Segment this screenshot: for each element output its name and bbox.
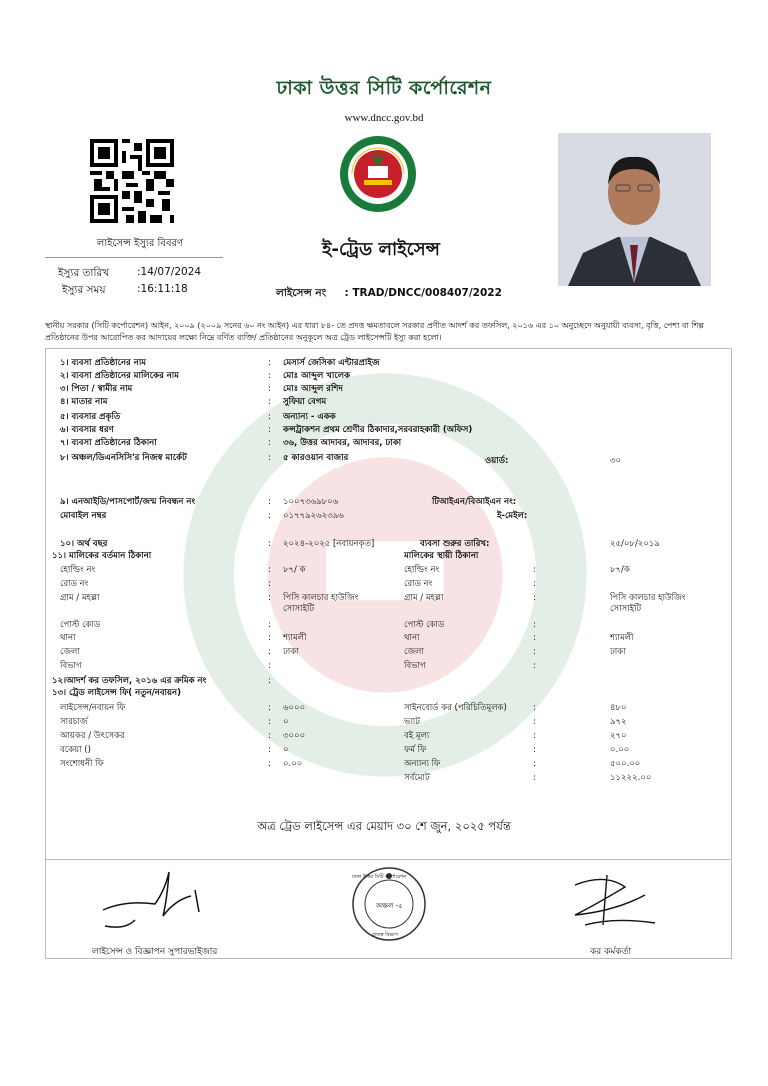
permanent-address-label: গ্রাম / মহল্লা (404, 593, 444, 603)
colon-separator: : (268, 717, 271, 727)
permanent-address-label: পোস্ট কোড (404, 620, 445, 630)
field-value: ৩৬, উত্তর আদাবর, আদাবর, ঢাকা (283, 438, 402, 448)
fee-label: ফর্ম ফি (404, 745, 427, 755)
owner-photo (558, 133, 711, 286)
permanent-address-value: পিসি কালচার হাউজিং সোসাইটি (610, 593, 686, 614)
field-label: ৬। ব্যবসার ধরণ (60, 425, 114, 435)
legal-paragraph: স্থানীয় সরকার (সিটি কর্পোরেশন) আইন, ২০০৯ (২০০৯ সনের ৬০ নং আইন) এর ধারা ৮৪- তে প্রদত্ত ক্ষমতাবলে সরকার প্রণীত আদর্শ কর তফসিল, ২০১৬ এর ১০ অনুচ্ছেদে অনুযায়ী ব্যবসা, বৃত্তি, পেশা বা শিল্প প্রতিষ্ঠানের উপর আরোপিত কর আদায়ের লক্ষ্যে নিম্নে বর্ণিত ব্যক্তি/ প্রতিষ্ঠানের অনুকূলে অত্র ট্রেড লাইসেন্সটি ইস্যু করা হলো। (45, 321, 705, 342)
license-title: ই-ট্রেড লাইসেন্স (322, 239, 440, 260)
qr-code (90, 139, 174, 223)
fee-value: ০.০০ (283, 759, 303, 769)
permanent-address-label: রোড নং (404, 579, 433, 589)
field-value: ৫ কারওয়ান বাজার (283, 453, 349, 463)
colon-separator: : (268, 633, 271, 643)
field-value: মোঃ আব্দুল রশিদ (283, 384, 343, 394)
colon-separator: : (268, 425, 271, 435)
colon-separator: : (268, 593, 271, 603)
issue-time-value: :16:11:18 (137, 283, 188, 295)
issue-date-value: :14/07/2024 (137, 266, 202, 278)
license-number (276, 286, 502, 303)
colon-separator: : (533, 565, 536, 575)
colon-separator: : (268, 620, 271, 630)
present-address-value: ঢাকা (283, 647, 299, 657)
nid-label: ৯। এনআইডি/পাসপোর্ট/জন্ম নিবন্ধন নং (60, 497, 196, 507)
fee-value: ০ (283, 745, 289, 755)
fee-label: ভ্যাট (404, 717, 420, 727)
colon-separator: : (533, 620, 536, 630)
present-address-value: ৮৭/ ক (283, 565, 306, 575)
permanent-address-label: হোল্ডিং নং (404, 565, 440, 575)
field-label: ১। ব্যবসা প্রতিষ্ঠানের নাম (60, 358, 147, 368)
permanent-address-value: ঢাকা (610, 647, 626, 657)
issue-time-label: ইস্যুর সময় (62, 284, 106, 296)
start-date-label: ব্যবসা শুরুর তারিখ: (420, 539, 490, 549)
colon-separator: : (268, 384, 271, 394)
colon-separator: : (533, 661, 536, 671)
permanent-address-label: থানা (404, 633, 420, 643)
fees-heading: ১৩। ট্রেড লাইসেন্স ফি( নতুন/নবায়ন) (52, 688, 181, 698)
colon-separator: : (268, 647, 271, 657)
fee-value: ২৭০ (610, 731, 627, 741)
fee-label: লাইসেন্স/নবায়ন ফি (60, 703, 126, 713)
permanent-address-value: শ্যামলী (610, 633, 634, 643)
present-address-label: বিভাগ (60, 661, 82, 671)
license-number-value: : TRAD/DNCC/008407/2022 (344, 287, 502, 299)
issue-divider (45, 257, 223, 258)
colon-separator: : (533, 745, 536, 755)
field-label: ৪। মাতার নাম (60, 397, 108, 407)
stamp-bottom-text: রাজস্ব বিভাগ (372, 932, 398, 938)
colon-separator: : (268, 565, 271, 575)
fee-value: ০ (283, 717, 289, 727)
stamp-center-text: অঞ্চল -৫ (376, 902, 403, 910)
colon-separator: : (533, 759, 536, 769)
field-value: মেসার্স জেসিকা এন্টারপ্রাইজ (283, 358, 380, 368)
corporation-title: ঢাকা উত্তর সিটি কর্পোরেশন (276, 77, 492, 99)
fee-value: ৩০০০ (283, 731, 306, 741)
colon-separator: : (533, 579, 536, 589)
fiscal-year-label: ১০। অর্থ বছর (60, 539, 108, 549)
fee-label: সারচার্জ (60, 717, 88, 727)
fee-label: আয়কর / উৎসেকর (60, 731, 125, 741)
present-address-value: শ্যামলী (283, 633, 307, 643)
corporation-seal-icon (338, 134, 418, 214)
colon-separator: : (533, 633, 536, 643)
person-silhouette-icon (558, 133, 711, 286)
tax-officer-signature (555, 865, 665, 940)
fee-value: ৫০০.০০ (610, 759, 641, 769)
permanent-address-label: বিভাগ (404, 661, 426, 671)
colon-separator: : (268, 453, 271, 463)
field-value: মোঃ আব্দুল খালেক (283, 371, 351, 381)
colon-separator: : (533, 647, 536, 657)
colon-separator: : (268, 371, 271, 381)
tax-schedule-label: ১২।আদর্শ কর তফসিল, ২০১৬ এর ক্রমিক নং (52, 676, 207, 686)
fee-label: বই মূল্য (404, 731, 430, 741)
colon-separator: : (268, 661, 271, 671)
license-number-label: লাইসেন্স নং (276, 287, 327, 299)
mobile-value: ০১৭৭৯২৬২৩৯৬ (283, 511, 344, 521)
nid-value: ১০০৭৩৬৯৮০৬ (283, 497, 339, 507)
fee-value: ৯৭২ (610, 717, 627, 727)
permanent-address-label: জেলা (404, 647, 424, 657)
colon-separator: : (268, 438, 271, 448)
fee-label: সর্বমোট (404, 773, 430, 783)
present-address-label: পোস্ট কোড (60, 620, 101, 630)
fee-value: ৬০০০ (283, 703, 306, 713)
field-label: ৭। ব্যবসা প্রতিষ্ঠানের ঠিকানা (60, 438, 157, 448)
fee-value: ১১২২২.০০ (610, 773, 652, 783)
fee-label: সংশোধনী ফি (60, 759, 104, 769)
issue-details-heading: লাইসেন্স ইস্যুর বিবরণ (96, 238, 184, 249)
validity-statement: অত্র ট্রেড লাইসেন্স এর মেয়াদ ৩০ শে জুন, ২০২৫ পর্যন্ত (257, 819, 511, 833)
fee-label: সাইনবোর্ড কর (পরিচিতিমূলক) (404, 703, 507, 713)
present-address-label: থানা (60, 633, 76, 643)
stamp-top-text: ঢাকা উত্তর সিটি কর্পোরেশন (352, 874, 407, 880)
fee-value: ৪৮০ (610, 703, 627, 713)
present-address-label: হোল্ডিং নং (60, 565, 96, 575)
colon-separator: : (268, 731, 271, 741)
colon-separator: : (268, 745, 271, 755)
email-label: ই-মেইল: (497, 511, 528, 521)
field-value: সুফিয়া বেগম (283, 397, 327, 407)
colon-separator: : (533, 731, 536, 741)
colon-separator: : (268, 703, 271, 713)
fee-label: অন্যান্য ফি (404, 759, 441, 769)
colon-separator: : (268, 579, 271, 589)
supervisor-signature (95, 860, 225, 940)
present-address-value: পিসি কালচার হাউজিং সোসাইটি (283, 593, 359, 614)
tax-officer-label: কর কর্মকর্তা (590, 947, 632, 957)
present-address-label: গ্রাম / মহল্লা (60, 593, 100, 603)
field-label: ৮। অঞ্চল/ডিএনসিসি'র নিজস্ব মার্কেট (60, 453, 187, 463)
colon-separator: : (533, 717, 536, 727)
field-label: ৩। পিতা / স্বামীর নাম (60, 384, 133, 394)
start-date-value: ২৫/০৮/২০১৯ (610, 539, 660, 549)
field-label: ২। ব্যবসা প্রতিষ্ঠানের মালিকের নাম (60, 371, 179, 381)
ward-value: ৩০ (610, 456, 622, 466)
field-value: কন্সট্রাকশন প্রথম শ্রেণীর ঠিকাদার,সরবরাহকারী (অফিস) (283, 425, 473, 435)
fee-value: ০.০০ (610, 745, 630, 755)
issue-date-label: ইস্যুর তারিখ (58, 267, 110, 279)
website-url: www.dncc.gov.bd (344, 112, 424, 124)
present-address-label: জেলা (60, 647, 80, 657)
permanent-address-heading: মালিকের স্থায়ী ঠিকানা (404, 551, 479, 561)
present-address-heading: ১১। মালিকের বর্তমান ঠিকানা (52, 551, 152, 561)
mobile-label: মোবাইল নম্বর (60, 511, 107, 521)
tin-label: টিআইএন/বিআইএন নং: (432, 497, 517, 507)
colon-separator: : (268, 759, 271, 769)
colon-separator: : (533, 703, 536, 713)
fee-label: বকেয়া () (60, 745, 91, 755)
field-value: অন্যান্য - একক (283, 412, 336, 422)
ward-label: ওয়ার্ড: (485, 456, 509, 466)
colon-separator: : (533, 593, 536, 603)
colon-separator: : (533, 773, 536, 783)
colon-separator: : (268, 358, 271, 368)
colon-separator: : (268, 397, 271, 407)
supervisor-label: লাইসেন্স ও বিজ্ঞাপন সুপারভাইজার (92, 947, 218, 957)
field-label: ৫। ব্যবসার প্রকৃতি (60, 412, 121, 422)
fiscal-year-value: ২০২৪-২০২৫ [নবায়নকৃত] (283, 539, 375, 549)
present-address-label: রোড নং (60, 579, 89, 589)
colon-separator: : (268, 412, 271, 422)
permanent-address-value: ৮৭/ক (610, 565, 630, 575)
